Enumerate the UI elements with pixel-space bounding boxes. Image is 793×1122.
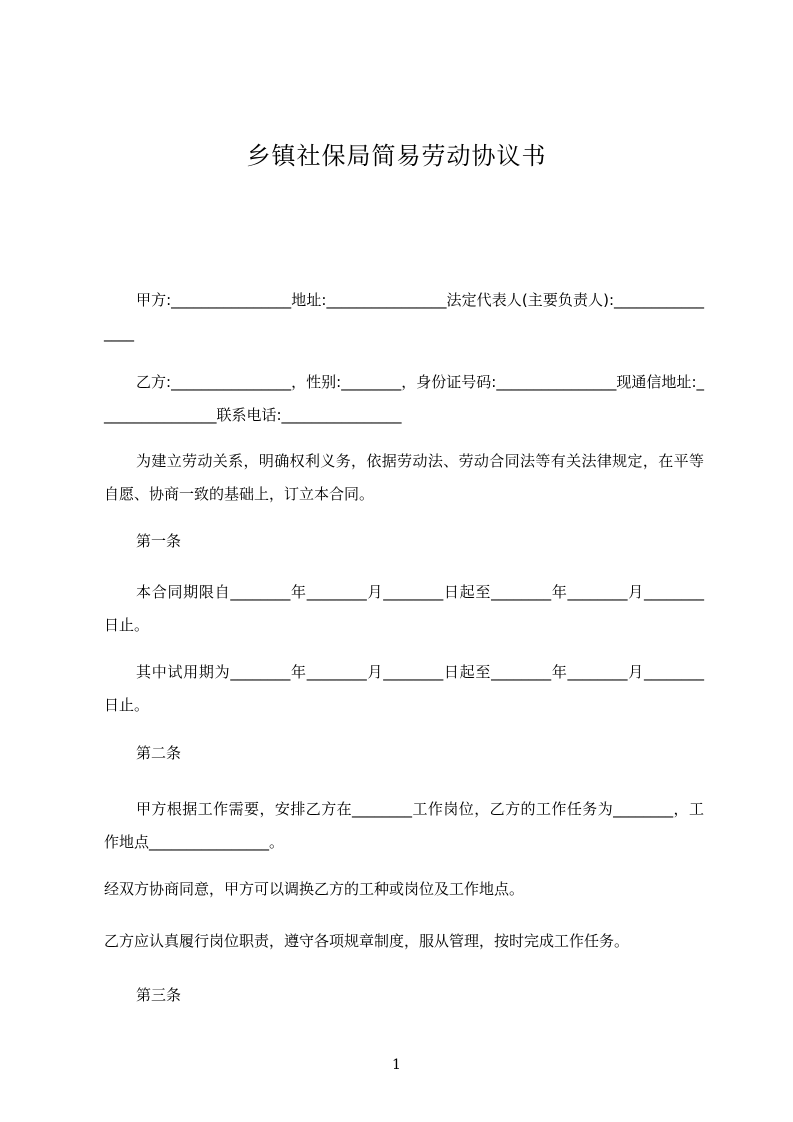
position-adjustment-paragraph: 经双方协商同意，甲方可以调换乙方的工种或岗位及工作地点。 bbox=[104, 880, 525, 898]
job-assignment-paragraph: 甲方根据工作需要，安排乙方在________工作岗位，乙方的工作任务为________，工作地点________________。 bbox=[104, 800, 704, 851]
article-2-heading: 第二条 bbox=[136, 744, 182, 762]
probation-paragraph: 其中试用期为________年________月________日起至________年________月________日止。 bbox=[104, 663, 704, 714]
party-b-paragraph: 乙方:________________，性别:________，身份证号码:________________现通信地址:________________联系电话:________________ bbox=[104, 373, 704, 424]
article-3-heading: 第三条 bbox=[136, 986, 182, 1004]
article-1-heading: 第一条 bbox=[136, 532, 182, 550]
contract-term-paragraph: 本合同期限自________年________月________日起至________年________月________日止。 bbox=[104, 583, 704, 634]
employee-duty-paragraph: 乙方应认真履行岗位职责，遵守各项规章制度，服从管理，按时完成工作任务。 bbox=[104, 932, 630, 950]
document-title: 乡镇社保局简易劳动协议书 bbox=[246, 142, 547, 170]
party-a-paragraph: 甲方:________________地址:________________法定代表人(主要负责人):________________ bbox=[104, 291, 704, 342]
page-number: 1 bbox=[392, 1057, 401, 1073]
preamble-paragraph: 为建立劳动关系，明确权利义务，依据劳动法、劳动合同法等有关法律规定，在平等自愿、协商一致的基础上，订立本合同。 bbox=[104, 452, 704, 503]
